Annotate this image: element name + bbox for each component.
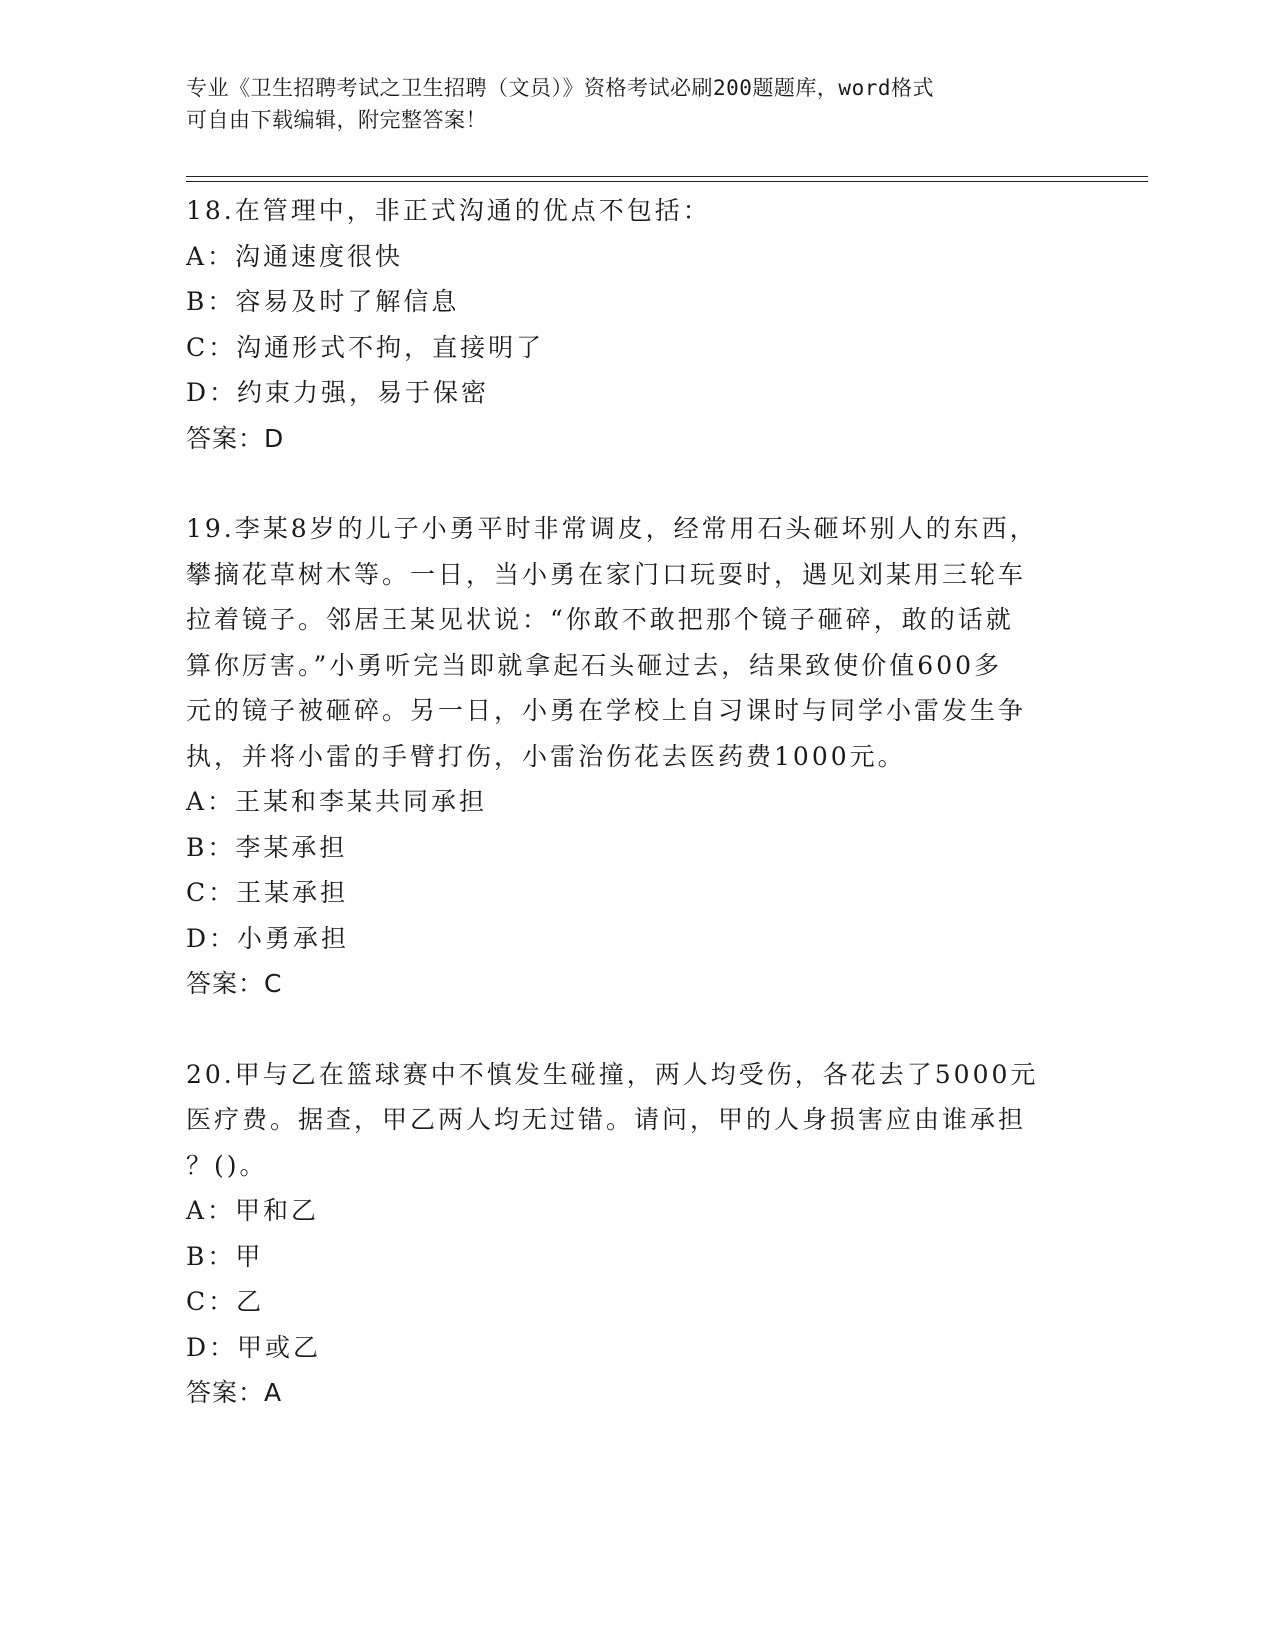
option-a: A：沟通速度很快 — [186, 241, 404, 271]
option-d: D：小勇承担 — [186, 923, 350, 953]
question-18 — [186, 188, 1066, 461]
answer: 答案：A — [186, 1378, 283, 1407]
option-c: C：王某承担 — [186, 878, 349, 907]
header-divider-bottom — [186, 181, 1148, 182]
question-text: 19.李某8岁的儿子小勇平时非常调皮，经常用石头砸坏别人的东西， — [186, 514, 1038, 543]
question-text: 攀摘花草树木等。一日，当小勇在家门口玩耍时，遇见刘某用三轮车 — [186, 559, 1027, 589]
question-text: 医疗费。据查，甲乙两人均无过错。请问，甲的人身损害应由谁承担 — [186, 1105, 1027, 1134]
question-text: 20.甲与乙在篮球赛中不慎发生碰撞，两人均受伤，各花去了5000元 — [186, 1059, 1039, 1089]
question-text: 18.在管理中，非正式沟通的优点不包括： — [186, 196, 711, 225]
option-c: C：乙 — [186, 1287, 265, 1316]
header-divider-top — [186, 176, 1148, 177]
answer: 答案：C — [186, 969, 283, 998]
header-line-2: 可自由下载编辑，附完整答案！ — [186, 108, 487, 132]
header-line-1: 专业《卫生招聘考试之卫生招聘（文员）》资格考试必刷200题题库，word格式 — [186, 76, 934, 100]
option-d: D：约束力强，易于保密 — [186, 378, 490, 407]
question-19 — [186, 506, 1066, 1007]
question-20 — [186, 1052, 1066, 1416]
document-header — [186, 72, 1066, 136]
question-text: 算你厉害。”小勇听完当即就拿起石头砸过去，结果致使价值600多 — [186, 650, 1003, 680]
option-b: B：容易及时了解信息 — [186, 287, 460, 316]
question-text: 执，并将小雷的手臂打伤，小雷治伤花去医药费1000元。 — [186, 741, 906, 771]
answer: 答案：D — [186, 423, 285, 453]
option-d: D：甲或乙 — [186, 1332, 322, 1362]
option-a: A：甲和乙 — [186, 1196, 320, 1225]
question-text: 元的镜子被砸碎。另一日，小勇在学校上自习课时与同学小雷发生争 — [186, 696, 1027, 725]
option-b: B：李某承担 — [186, 832, 348, 862]
option-b: B：甲 — [186, 1241, 264, 1271]
question-text: ？()。 — [186, 1150, 268, 1180]
question-text: 拉着镜子。邻居王某见状说：“你敢不敢把那个镜子砸碎，敢的话就 — [186, 605, 1014, 634]
question-list — [186, 188, 1066, 1416]
option-a: A：王某和李某共同承担 — [186, 787, 488, 816]
spacer — [186, 461, 1066, 506]
option-c: C：沟通形式不拘，直接明了 — [186, 332, 545, 362]
spacer — [186, 1007, 1066, 1052]
